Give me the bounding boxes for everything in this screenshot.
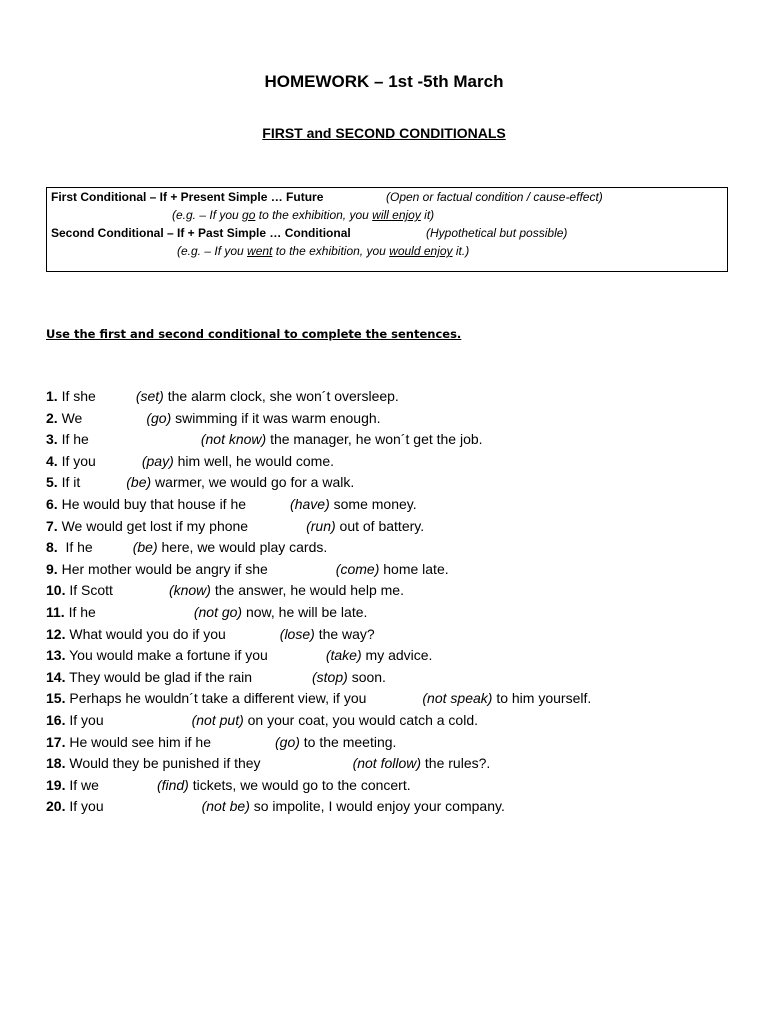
exercise-item — [46, 408, 746, 430]
first-conditional-example — [172, 206, 434, 224]
exercise-item — [46, 775, 746, 797]
exercise-item — [46, 710, 746, 732]
verb-prompt: (set) — [135, 388, 164, 404]
worksheet-subtitle: FIRST and SECOND CONDITIONALS — [262, 125, 506, 141]
exercise-number: 4. — [46, 452, 58, 469]
example-underlined-verb: went — [247, 244, 273, 258]
example-text: to the exhibition, you — [255, 208, 373, 222]
exercise-text-after: the way? — [318, 625, 375, 642]
verb-prompt: (not know) — [200, 431, 267, 448]
exercise-number: 8. — [46, 539, 58, 556]
verb-prompt: (find) — [156, 776, 189, 793]
verb-prompt: (be) — [126, 474, 152, 491]
exercise-text-before: Perhaps he wouldn´t take a different view, if you — [69, 690, 367, 707]
example-text: (e.g. – If you — [172, 208, 243, 222]
exercise-text-after: the alarm clock, she won´t oversleep. — [167, 388, 399, 404]
verb-prompt: (know) — [168, 582, 211, 599]
exercise-number: 20. — [46, 798, 66, 815]
exercise-number: 3. — [46, 431, 58, 448]
exercise-item — [46, 386, 746, 408]
verb-prompt: (run) — [306, 517, 336, 534]
exercise-text-after: to him yourself. — [496, 690, 592, 707]
verb-prompt: (not be) — [201, 798, 250, 815]
exercise-number: 6. — [46, 495, 58, 512]
verb-prompt: (pay) — [141, 452, 174, 469]
exercise-item — [46, 516, 746, 538]
exercise-text-after: the answer, he would help me. — [214, 582, 404, 599]
exercise-item — [46, 451, 746, 473]
exercise-number: 19. — [46, 776, 66, 793]
exercise-text-after: him well, he would come. — [177, 452, 335, 469]
second-conditional-rule — [51, 224, 351, 242]
exercise-item — [46, 580, 746, 602]
exercise-text-before: They would be glad if the rain — [69, 668, 252, 685]
second-conditional-formula: Second Conditional – If + Past Simple … Conditional — [51, 226, 351, 240]
exercise-text-before: If he — [65, 539, 93, 556]
exercise-text-before: You would make a fortune if you — [69, 647, 268, 664]
exercise-text-before: Would they be punished if they — [69, 755, 261, 772]
exercise-text-after: on your coat, you would catch a cold. — [247, 711, 478, 728]
verb-prompt: (not speak) — [422, 690, 493, 707]
verb-prompt: (be) — [132, 539, 158, 556]
exercise-item — [46, 624, 746, 646]
verb-prompt: (go) — [146, 409, 172, 426]
example-underlined-verb: would enjoy — [389, 244, 453, 258]
first-conditional-formula: First Conditional – If + Present Simple … Future — [51, 190, 324, 204]
exercise-text-before: We would get lost if my phone — [61, 517, 249, 534]
exercise-text-after: here, we would play cards. — [161, 539, 328, 556]
verb-prompt: (stop) — [312, 668, 348, 685]
exercise-item — [46, 796, 746, 818]
exercise-number: 9. — [46, 560, 58, 577]
example-text: it) — [420, 208, 435, 222]
exercise-number: 5. — [46, 474, 58, 491]
exercise-number: 11. — [46, 603, 65, 620]
example-text: to the exhibition, you — [272, 244, 390, 258]
exercise-number: 16. — [46, 711, 66, 728]
exercise-item — [46, 667, 746, 689]
exercise-text-after: soon. — [351, 668, 386, 685]
exercise-number: 18. — [46, 755, 66, 772]
exercise-item — [46, 559, 746, 581]
exercise-text-after: home late. — [383, 560, 449, 577]
exercise-item — [46, 537, 746, 559]
exercise-number: 13. — [46, 647, 66, 664]
exercise-text-before: If she — [61, 388, 96, 404]
verb-prompt: (not follow) — [352, 755, 422, 772]
second-conditional-example — [177, 242, 469, 260]
verb-prompt: (not go) — [193, 603, 243, 620]
exercise-item — [46, 753, 746, 775]
exercise-text-before: What would you do if you — [69, 625, 226, 642]
exercise-text-after: the manager, he won´t get the job. — [270, 431, 483, 448]
page-title: HOMEWORK – 1st -5th March — [264, 72, 504, 91]
second-conditional-note: (Hypothetical but possible) — [426, 226, 568, 240]
exercise-text-after: tickets, we would go to the concert. — [192, 776, 411, 793]
exercise-text-before: If Scott — [69, 582, 113, 599]
exercise-text-after: so impolite, I would enjoy your company. — [253, 798, 505, 815]
exercise-text-after: warmer, we would go for a walk. — [155, 474, 355, 491]
exercise-text-before: Her mother would be angry if she — [61, 560, 268, 577]
exercise-text-after: now, he will be late. — [245, 603, 368, 620]
first-conditional-note: (Open or factual condition / cause-effect) — [386, 190, 603, 204]
first-conditional-rule — [51, 188, 323, 206]
exercise-text-before: If we — [69, 776, 99, 793]
exercise-text-after: some money. — [333, 495, 417, 512]
exercise-number: 1. — [46, 388, 58, 404]
exercise-text-before: He would buy that house if he — [61, 495, 247, 512]
exercise-text-before: If he — [61, 431, 89, 448]
exercise-number: 15. — [46, 690, 66, 707]
exercise-text-before: He would see him if he — [69, 733, 211, 750]
exercise-number: 12. — [46, 625, 66, 642]
exercise-number: 17. — [46, 733, 66, 750]
exercise-item — [46, 645, 746, 667]
exercise-text-before: If it — [61, 474, 81, 491]
verb-prompt: (come) — [335, 560, 380, 577]
example-text: (e.g. – If you — [177, 244, 248, 258]
exercise-item — [46, 602, 746, 624]
exercise-text-after: my advice. — [365, 647, 433, 664]
example-text: it.) — [452, 244, 470, 258]
exercise-item — [46, 732, 746, 754]
exercise-item — [46, 429, 746, 451]
exercise-number: 7. — [46, 517, 58, 534]
exercise-number: 14. — [46, 668, 66, 685]
exercise-item — [46, 494, 746, 516]
verb-prompt: (take) — [325, 647, 362, 664]
exercise-text-before: If you — [69, 711, 104, 728]
exercise-number: 10. — [46, 582, 66, 599]
exercise-text-after: out of battery. — [339, 517, 425, 534]
exercise-list — [46, 386, 746, 818]
example-underlined-verb: will enjoy — [372, 208, 421, 222]
verb-prompt: (go) — [275, 733, 300, 750]
verb-prompt: (not put) — [191, 711, 244, 728]
exercise-text-before: If he — [68, 603, 96, 620]
exercise-text-after: to the meeting. — [303, 733, 397, 750]
exercise-text-before: If you — [61, 452, 96, 469]
exercise-text-before: We — [61, 409, 83, 426]
instruction-text: Use the first and second conditional to complete the sentences. — [46, 327, 462, 341]
verb-prompt: (have) — [290, 495, 330, 512]
exercise-text-after: the rules?. — [424, 755, 491, 772]
exercise-item — [46, 688, 746, 710]
verb-prompt: (lose) — [279, 625, 315, 642]
exercise-number: 2. — [46, 409, 58, 426]
rules-box — [46, 187, 728, 272]
exercise-text-after: swimming if it was warm enough. — [175, 409, 381, 426]
exercise-item — [46, 472, 746, 494]
exercise-text-before: If you — [69, 798, 104, 815]
example-underlined-verb: go — [242, 208, 256, 222]
